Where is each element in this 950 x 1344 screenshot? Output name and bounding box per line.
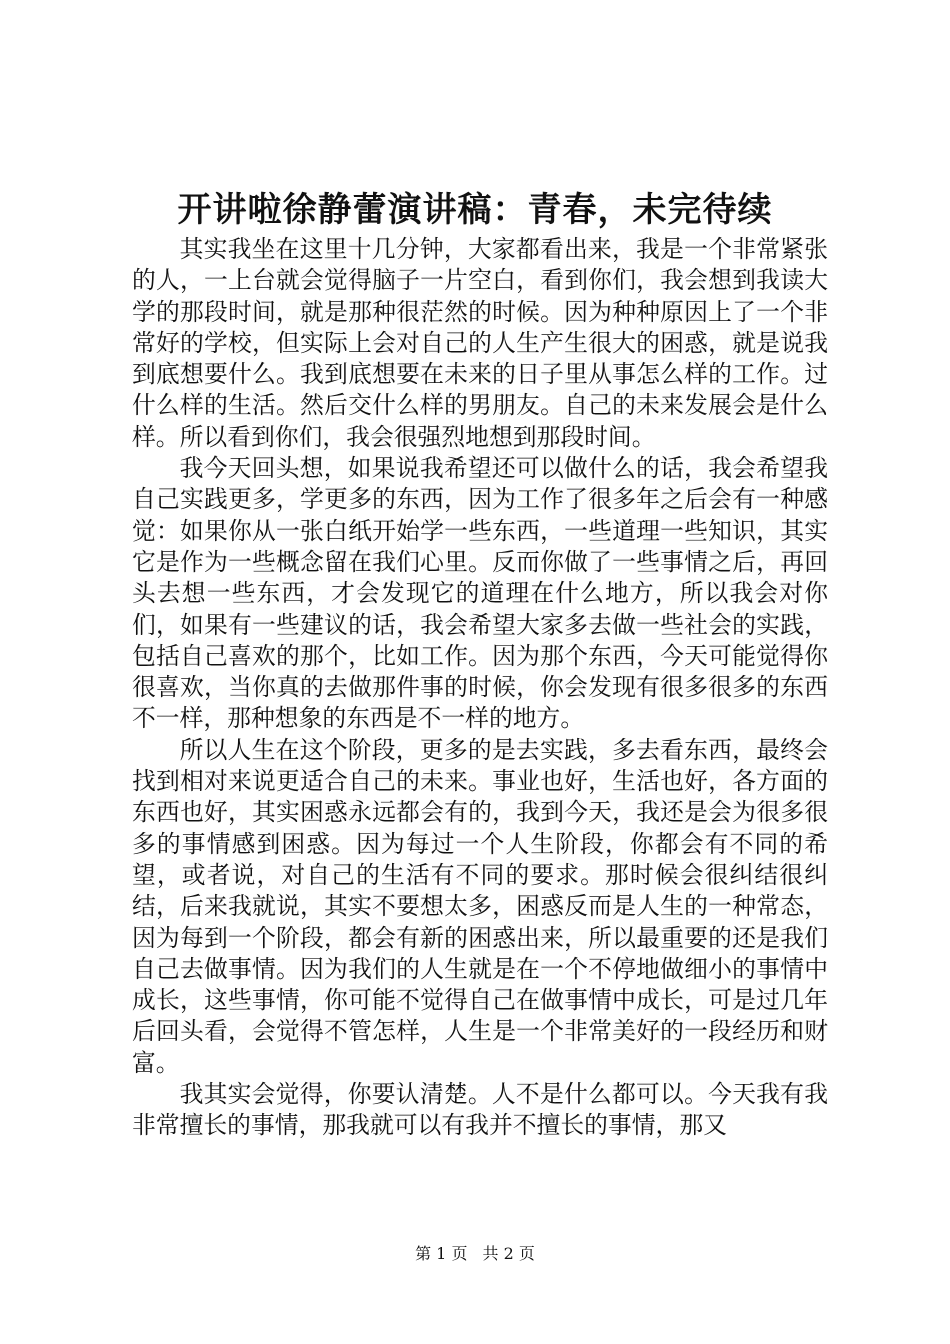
document-title: 开讲啦徐静蕾演讲稿：青春，未完待续 (177, 190, 773, 230)
paragraph: 我今天回头想，如果说我希望还可以做什么的话，我会希望我自己实践更多，学更多的东西，因为工作了很多年之后会有一种感觉：如果你从一张白纸开始学一些东西，一些道理一些知识，其实它是作为一些概念留在我们心里。反而你做了一些事情之后，再回头去想一些东西，才会发现它的道理在什么地方，所以我会对你们，如果有一些建议的话，我会希望大家多去做一些社会的实践，包括自己喜欢的那个，比如工作。因为那个东西，今天可能觉得你很喜欢，当你真的去做那件事的时候，你会发现有很多很多的东西不一样，那种想象的东西是不一样的地方。 (132, 454, 828, 733)
document-body (132, 234, 828, 1142)
page-total: 共 2 页 (482, 1244, 535, 1263)
paragraph: 所以人生在这个阶段，更多的是去实践，多去看东西，最终会找到相对来说更适合自己的未来。事业也好，生活也好，各方面的东西也好，其实困惑永远都会有的，我到今天，我还是会为很多很多的事情感到困惑。因为每过一个人生阶段，你都会有不同的希望，或者说，对自己的生活有不同的要求。那时候会很纠结很纠结，后来我就说，其实不要想太多，困惑反而是人生的一种常态，因为每到一个阶段，都会有新的困惑出来，所以最重要的还是我们自己去做事情。因为我们的人生就是在一个不停地做细小的事情中成长，这些事情，你可能不觉得自己在做事情中成长，可是过几年后回头看，会觉得不管怎样，人生是一个非常美好的一段经历和财富。 (132, 735, 828, 1077)
page-number: 第 1 页 (415, 1244, 468, 1263)
paragraph: 我其实会觉得，你要认清楚。人不是什么都可以。今天我有我非常擅长的事情，那我就可以有我并不擅长的事情，那又 (132, 1080, 828, 1140)
page-footer (0, 1243, 950, 1265)
paragraph: 其实我坐在这里十几分钟，大家都看出来，我是一个非常紧张的人，一上台就会觉得脑子一片空白，看到你们，我会想到我读大学的那段时间，就是那种很茫然的时候。因为种种原因上了一个非常好的学校，但实际上会对自己的人生产生很大的困惑，就是说我到底想要什么。我到底想要在未来的日子里从事怎么样的工作。过什么样的生活。然后交什么样的男朋友。自己的未来发展会是什么样。所以看到你们，我会很强烈地想到那段时间。 (132, 235, 828, 451)
